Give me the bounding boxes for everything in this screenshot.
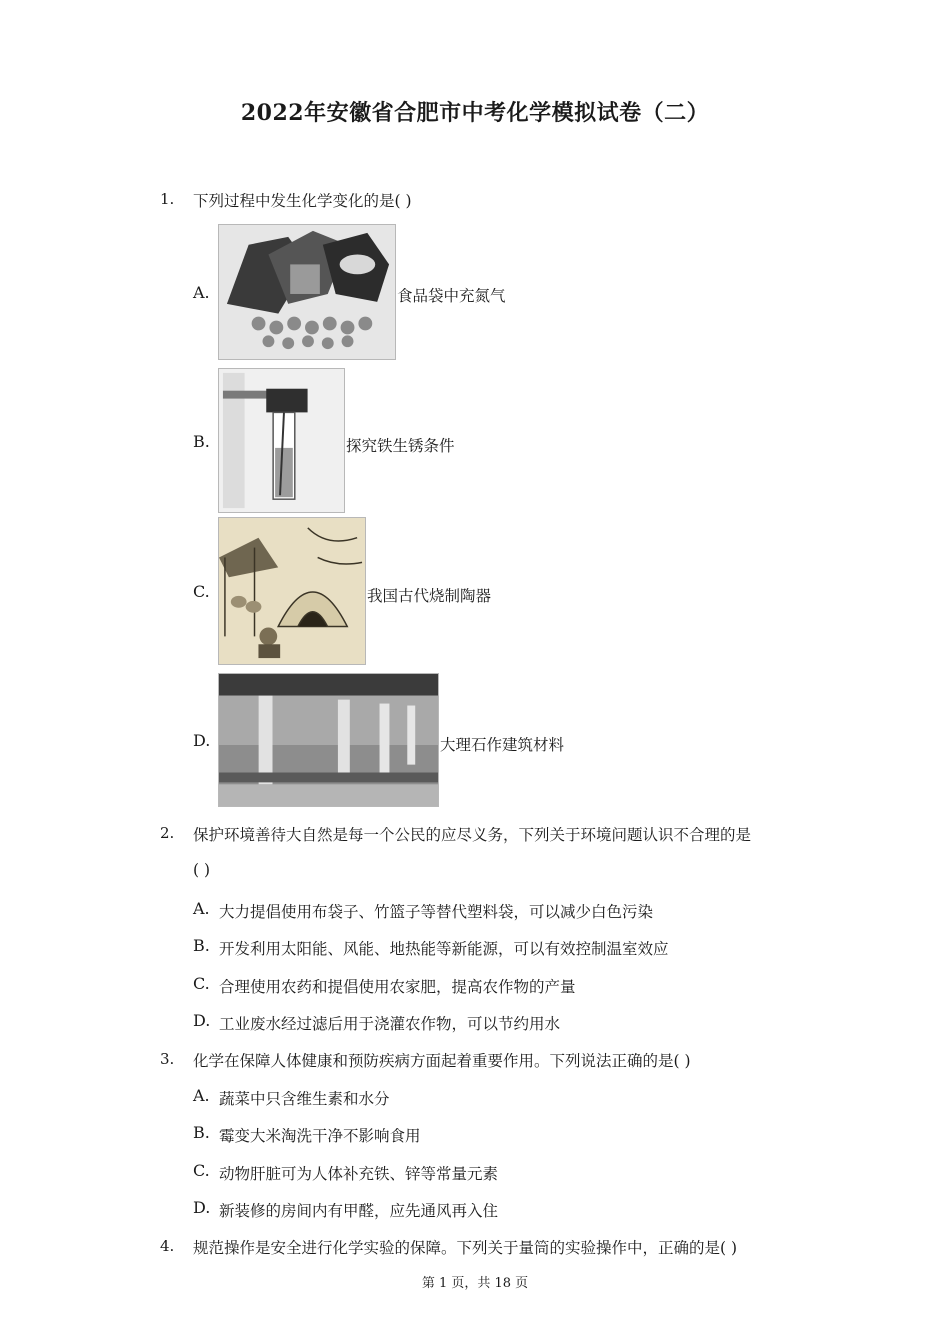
option-letter: A.: [193, 1086, 210, 1105]
option-text: 霉变大米淘洗干净不影响食用: [219, 1127, 421, 1145]
option-text: 开发利用太阳能、风能、地热能等新能源，可以有效控制温室效应: [219, 940, 669, 958]
option-text: 探究铁生锈条件: [346, 437, 455, 455]
option-letter: C.: [193, 974, 210, 993]
ancient-pottery-kiln-illustration: [218, 517, 366, 665]
option-text: 蔬菜中只含维生素和水分: [219, 1090, 390, 1108]
question-stem: 保护环境善待大自然是每一个公民的应尽义务，下列关于环境问题认识不合理的是: [193, 826, 752, 844]
question-stem-continued: ( ): [193, 861, 211, 879]
option-text: 合理使用农药和提倡使用农家肥，提高农作物的产量: [219, 978, 576, 996]
page-title: 2022年安徽省合肥市中考化学模拟试卷（二）: [240, 100, 710, 126]
question-number: 4.: [160, 1237, 175, 1255]
option-letter: D.: [193, 1011, 211, 1030]
option-letter: B.: [193, 1123, 210, 1142]
option-text: 新装修的房间内有甲醛，应先通风再入住: [219, 1202, 499, 1220]
option-text: 工业废水经过滤后用于浇灌农作物，可以节约用水: [219, 1015, 561, 1033]
option-text: 大理石作建筑材料: [440, 736, 565, 754]
marble-hall-photo: [218, 673, 439, 807]
question-number: 2.: [160, 824, 175, 842]
option-letter: D.: [193, 1198, 211, 1217]
option-letter: A.: [193, 899, 210, 918]
page-footer: 第 1 页，共 18 页: [421, 1276, 529, 1291]
test-tube-iron-photo: [218, 368, 345, 513]
option-text: 大力提倡使用布袋子、竹篮子等替代塑料袋，可以减少白色污染: [219, 903, 654, 921]
option-text: 食品袋中充氮气: [397, 287, 506, 305]
food-bags-photo: [218, 224, 396, 360]
question-stem: 规范操作是安全进行化学实验的保障。下列关于量筒的实验操作中，正确的是( ): [193, 1239, 738, 1257]
option-letter: B.: [193, 432, 210, 451]
option-letter: C.: [193, 1161, 210, 1180]
option-letter: A.: [193, 283, 210, 302]
option-letter: D.: [193, 731, 211, 750]
question-number: 1.: [160, 190, 175, 208]
question-stem: 化学在保障人体健康和预防疾病方面起着重要作用。下列说法正确的是( ): [193, 1052, 691, 1070]
question-stem: 下列过程中发生化学变化的是( ): [193, 192, 412, 210]
option-letter: C.: [193, 582, 210, 601]
question-number: 3.: [160, 1050, 175, 1068]
option-text: 我国古代烧制陶器: [367, 587, 492, 605]
option-text: 动物肝脏可为人体补充铁、锌等常量元素: [219, 1165, 499, 1183]
option-letter: B.: [193, 936, 210, 955]
